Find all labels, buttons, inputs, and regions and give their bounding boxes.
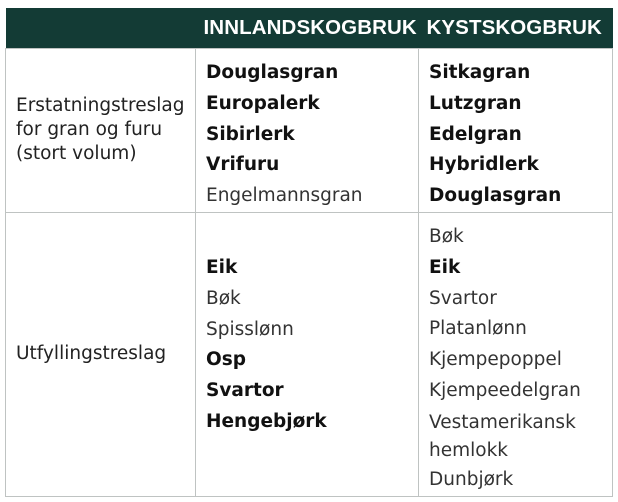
species-item: Vrifuru — [206, 154, 280, 176]
species-item: Lutzgran — [429, 92, 522, 114]
table-row — [6, 212, 613, 496]
species-list — [429, 213, 608, 496]
species-list — [206, 49, 414, 212]
species-item: Edelgran — [429, 123, 522, 145]
species-list — [206, 213, 414, 438]
species-item: Svartor — [206, 380, 284, 402]
tree-species-table — [5, 8, 613, 497]
species-item: Bøk — [429, 225, 464, 247]
header-kystskogbruk: KYSTSKOGBRUK — [419, 8, 613, 49]
species-item: Dunbjørk — [429, 468, 514, 490]
species-item: Europalerk — [206, 92, 320, 114]
row-label: Erstatningstreslag for gran og furu (stort volum) — [6, 49, 196, 213]
row-label: Utfyllingstreslag — [6, 212, 196, 496]
species-item: Sitkagran — [429, 62, 531, 83]
species-item: Platanlønn — [429, 318, 527, 340]
species-item: Eik — [206, 256, 238, 278]
species-item: Engelmannsgran — [206, 185, 363, 207]
species-item: Sibirlerk — [206, 123, 295, 145]
species-item: Svartor — [429, 287, 497, 309]
header-corner — [6, 8, 196, 49]
kyst-cell — [419, 212, 613, 496]
kyst-cell — [419, 49, 613, 213]
innland-cell — [196, 212, 419, 496]
innland-cell — [196, 49, 419, 213]
species-item: Vestamerikansk hemlokk — [429, 411, 576, 461]
species-item: Hybridlerk — [429, 154, 539, 176]
species-list — [429, 49, 608, 212]
species-item: Douglasgran — [206, 62, 339, 83]
species-item: Kjempeedelgran — [429, 379, 581, 401]
table-row — [6, 49, 613, 213]
species-item: Spisslønn — [206, 318, 294, 340]
species-item: Osp — [206, 349, 246, 371]
species-item: Douglasgran — [429, 185, 562, 207]
species-item: Bøk — [206, 287, 241, 309]
species-item: Hengebjørk — [206, 410, 327, 432]
header-row — [6, 8, 613, 49]
header-innlandskogbruk: INNLANDSKOGBRUK — [196, 8, 419, 49]
species-item: Kjempepoppel — [429, 349, 562, 371]
species-item: Eik — [429, 256, 461, 278]
